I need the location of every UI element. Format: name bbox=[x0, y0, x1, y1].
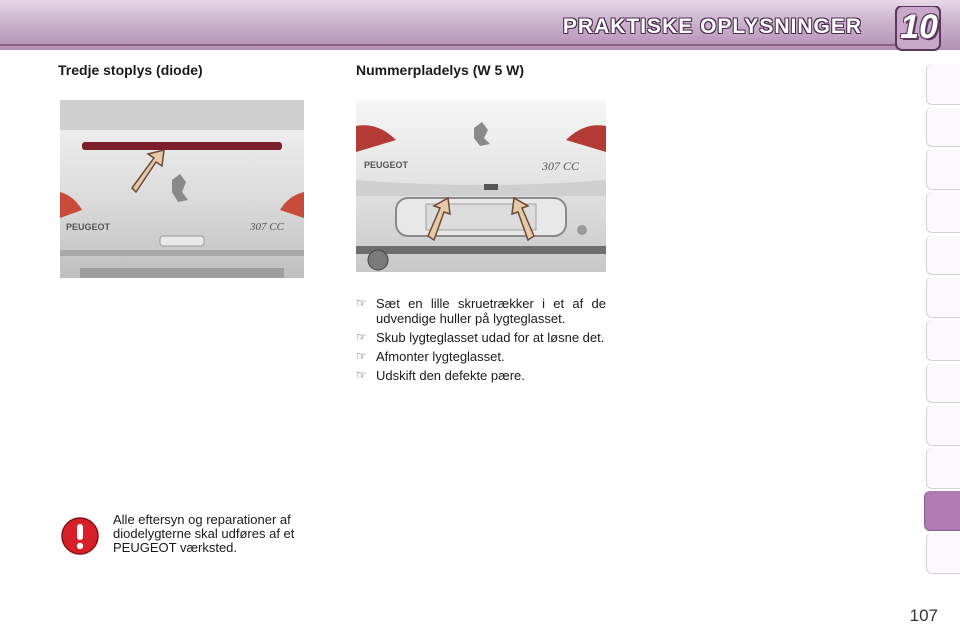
page-title: PRAKTISKE OPLYSNINGER bbox=[562, 15, 862, 38]
chapter-tab[interactable] bbox=[926, 363, 960, 404]
chapter-tab[interactable] bbox=[926, 192, 960, 233]
exclamation-icon bbox=[60, 516, 100, 556]
section-title-license-plate-light: Nummerpladelys (W 5 W) bbox=[356, 62, 525, 78]
chapter-tab[interactable] bbox=[924, 491, 960, 532]
instruction-step: ☞ Skub lygteglasset udad for at løsne det. bbox=[356, 330, 605, 345]
pointing-hand-icon: ☞ bbox=[356, 296, 367, 310]
photo-brand-text: PEUGEOT bbox=[364, 160, 409, 170]
chapter-number: 10 bbox=[900, 8, 938, 46]
photo-model-text: 307 CC bbox=[250, 221, 284, 233]
pointing-hand-icon: ☞ bbox=[356, 368, 367, 382]
chapter-tabs bbox=[926, 64, 960, 576]
photo-brand-text: PEUGEOT bbox=[66, 222, 111, 232]
instruction-list bbox=[356, 296, 606, 387]
instruction-step: ☞ Afmonter lygteglasset. bbox=[356, 349, 505, 364]
brake-light-photo bbox=[60, 100, 304, 278]
license-plate-light-photo bbox=[356, 100, 606, 272]
pointing-hand-icon: ☞ bbox=[356, 349, 367, 363]
chapter-tab[interactable] bbox=[926, 64, 960, 105]
chapter-badge bbox=[894, 6, 944, 56]
chapter-tab[interactable] bbox=[926, 448, 960, 489]
page-number: 107 bbox=[909, 606, 938, 625]
chapter-tab[interactable] bbox=[926, 107, 960, 148]
instruction-step: ☞ Sæt en lille skruetrækker i et af de udvendige huller på lygteglasset. bbox=[356, 296, 606, 326]
chapter-tab[interactable] bbox=[926, 405, 960, 446]
chapter-tab[interactable] bbox=[926, 533, 960, 574]
header-divider bbox=[0, 44, 900, 46]
section-title-brake-light: Tredje stoplys (diode) bbox=[58, 62, 203, 78]
chapter-tab[interactable] bbox=[926, 277, 960, 318]
pointing-hand-icon: ☞ bbox=[356, 330, 367, 344]
instruction-step: ☞ Udskift den defekte pære. bbox=[356, 368, 525, 383]
chapter-tab[interactable] bbox=[926, 320, 960, 361]
chapter-tab[interactable] bbox=[926, 149, 960, 190]
photo-model-text: 307 CC bbox=[542, 159, 580, 173]
chapter-tab[interactable] bbox=[926, 235, 960, 276]
brake-light-illustration bbox=[60, 100, 304, 278]
license-plate-illustration bbox=[356, 100, 606, 272]
warning-text: Alle eftersyn og reparationer af diodelygterne skal udføres af et PEUGEOT værksted. bbox=[113, 512, 295, 555]
